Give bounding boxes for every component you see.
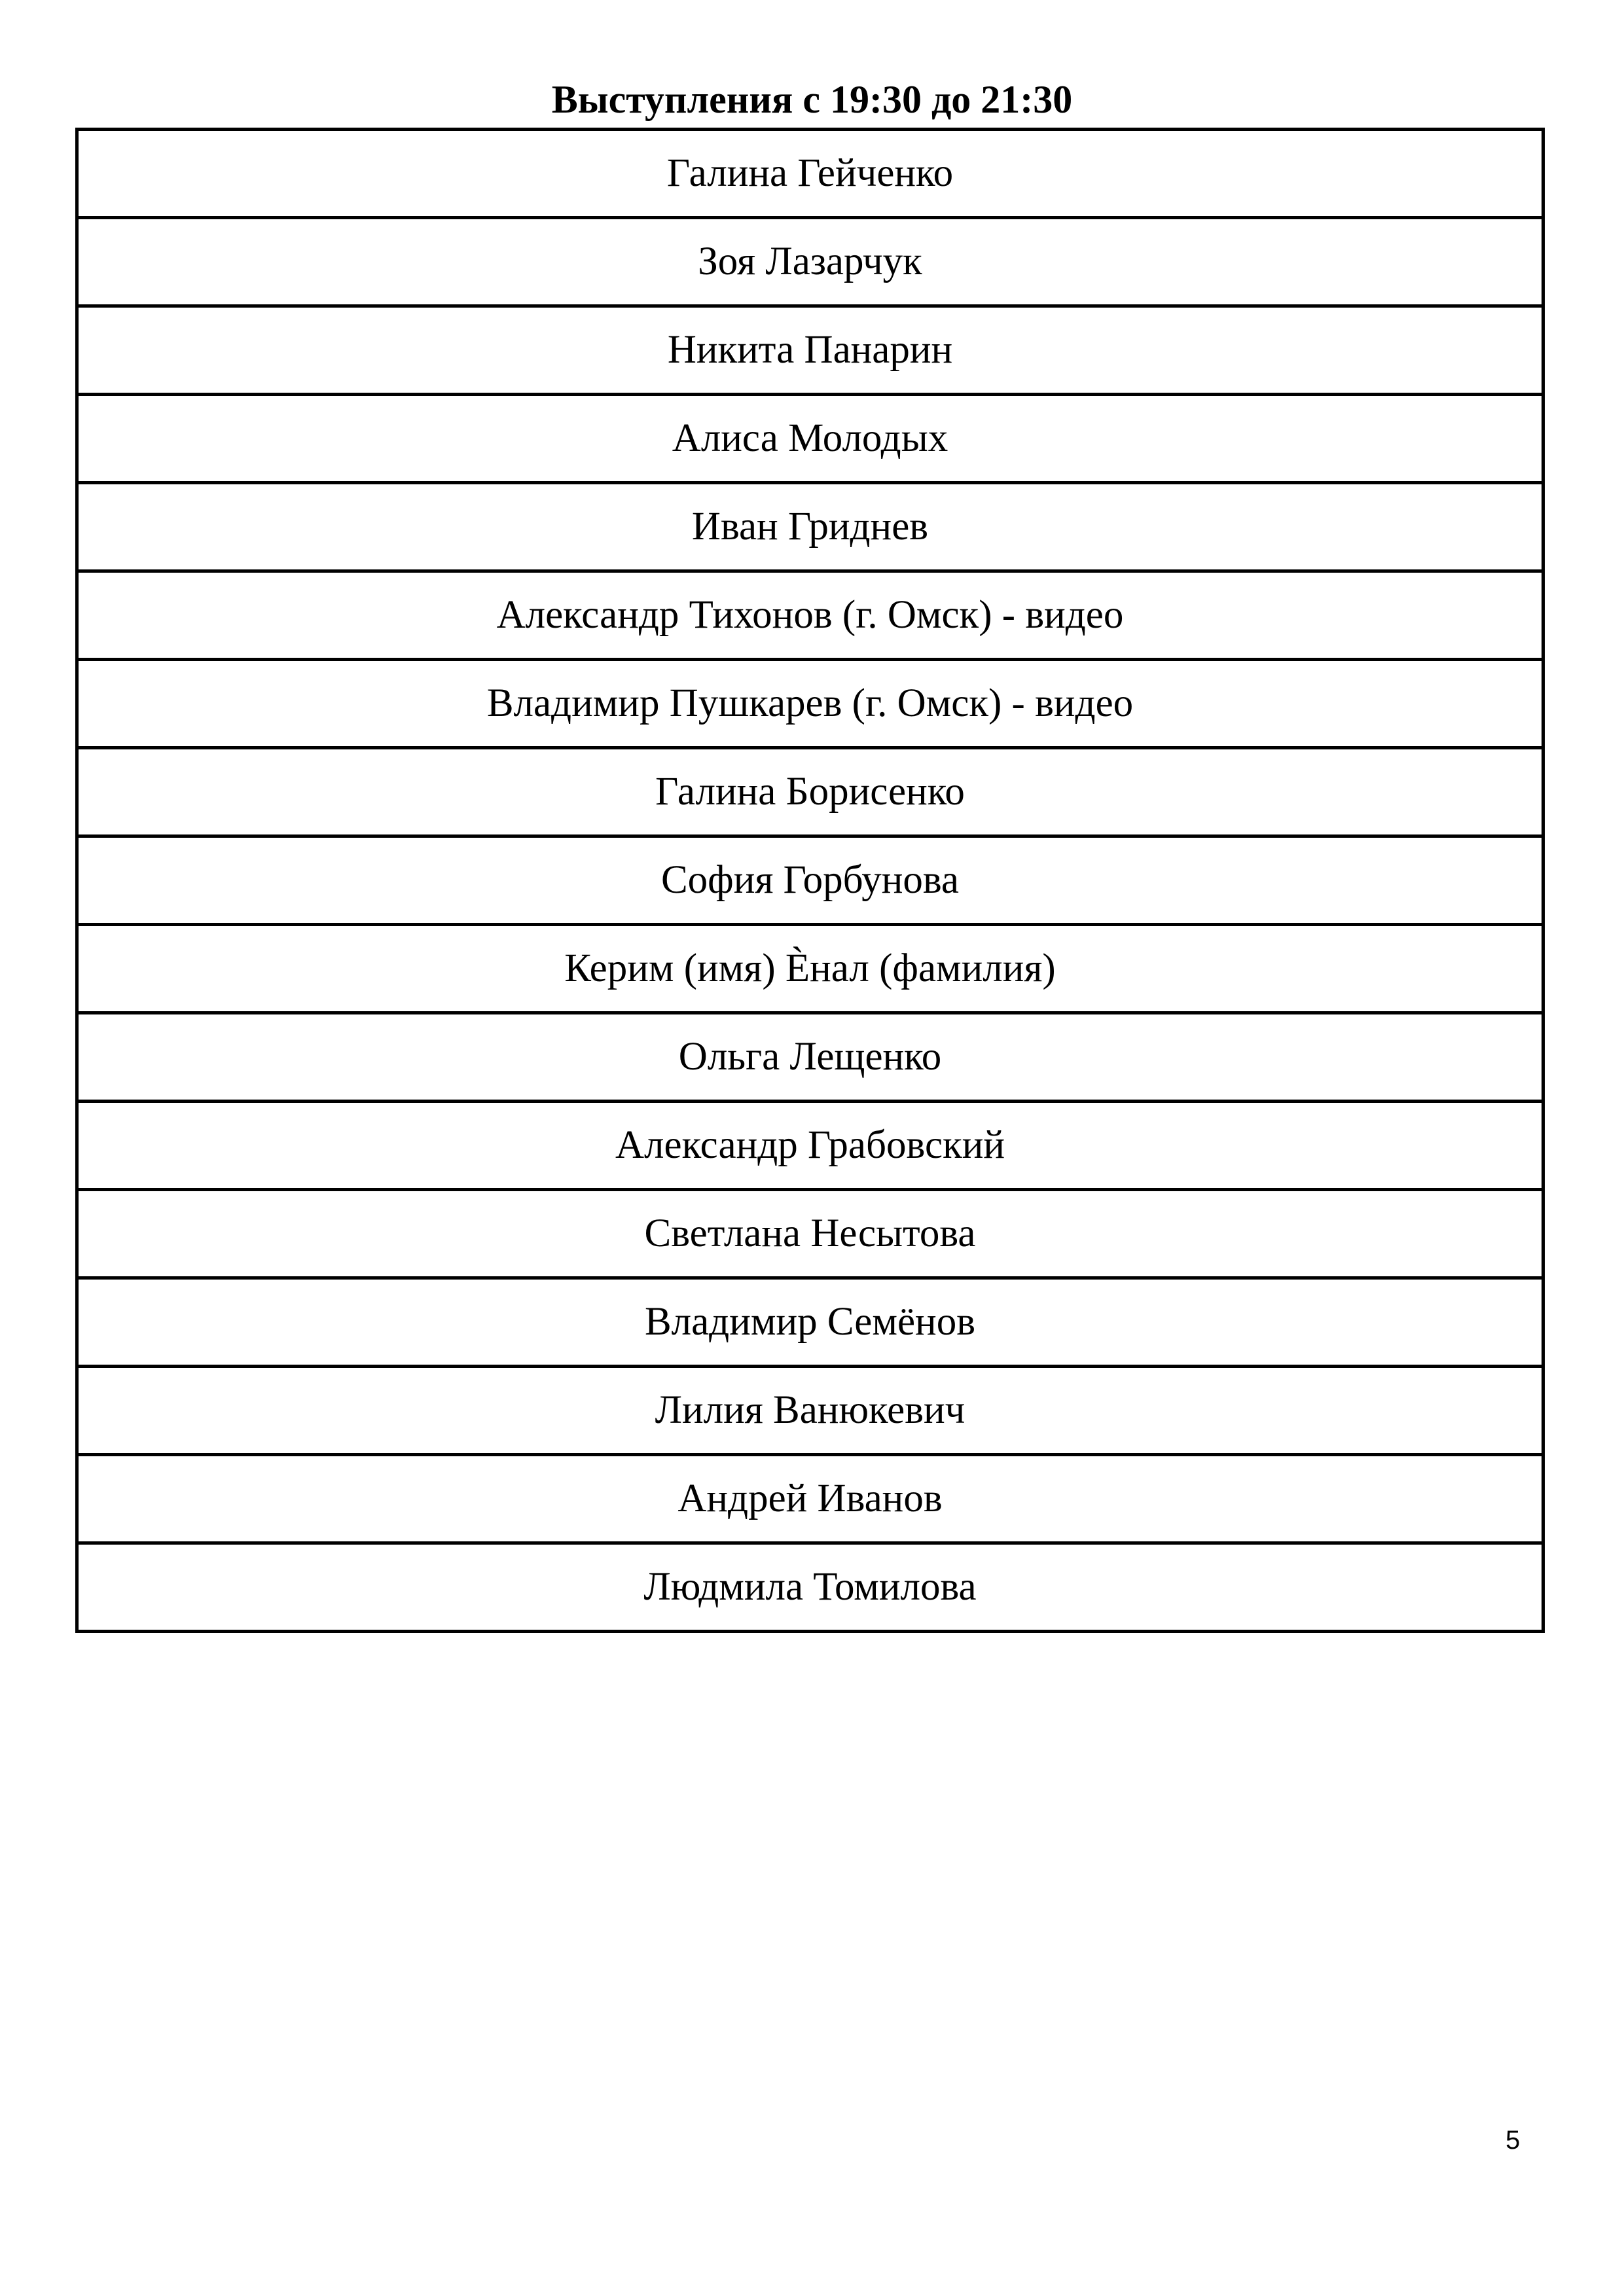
- performer-name: Иван Гриднев: [77, 483, 1543, 571]
- table-row: [77, 1190, 1543, 1278]
- performer-name: Лилия Ванюкевич: [77, 1367, 1543, 1455]
- table-row: [77, 1455, 1543, 1543]
- performer-name: София Горбунова: [77, 836, 1543, 925]
- performers-table: [75, 128, 1545, 1633]
- performer-name: Владимир Пушкарев (г. Омск) - видео: [77, 660, 1543, 748]
- page-title: Выступления с 19:30 до 21:30: [551, 78, 1073, 121]
- performers-table-body: [77, 130, 1543, 1632]
- performer-name: Галина Борисенко: [77, 748, 1543, 836]
- performer-name: Андрей Иванов: [77, 1455, 1543, 1543]
- table-row: [77, 925, 1543, 1013]
- performer-name: Зоя Лазарчук: [77, 218, 1543, 306]
- performer-name: Никита Панарин: [77, 306, 1543, 395]
- table-row: [77, 1278, 1543, 1367]
- table-row: [77, 1102, 1543, 1190]
- table-row: [77, 1367, 1543, 1455]
- table-row: [77, 130, 1543, 218]
- performer-name: Алиса Молодых: [77, 395, 1543, 483]
- table-row: [77, 1013, 1543, 1102]
- table-row: [77, 306, 1543, 395]
- performer-name: Ольга Лещенко: [77, 1013, 1543, 1102]
- table-row: [77, 660, 1543, 748]
- performer-name: Владимир Семёнов: [77, 1278, 1543, 1367]
- performer-name: Светлана Несытова: [77, 1190, 1543, 1278]
- performer-name: Александр Тихонов (г. Омск) - видео: [77, 571, 1543, 660]
- table-row: [77, 395, 1543, 483]
- table-row: [77, 218, 1543, 306]
- table-row: [77, 571, 1543, 660]
- page-number: 5: [1506, 2126, 1521, 2155]
- table-row: [77, 836, 1543, 925]
- table-row: [77, 1543, 1543, 1632]
- table-row: [77, 483, 1543, 571]
- table-row: [77, 748, 1543, 836]
- performer-name: Керим (имя) Ѐнал (фамилия): [77, 925, 1543, 1013]
- performer-name: Александр Грабовский: [77, 1102, 1543, 1190]
- performer-name: Галина Гейченко: [77, 130, 1543, 218]
- performer-name: Людмила Томилова: [77, 1543, 1543, 1632]
